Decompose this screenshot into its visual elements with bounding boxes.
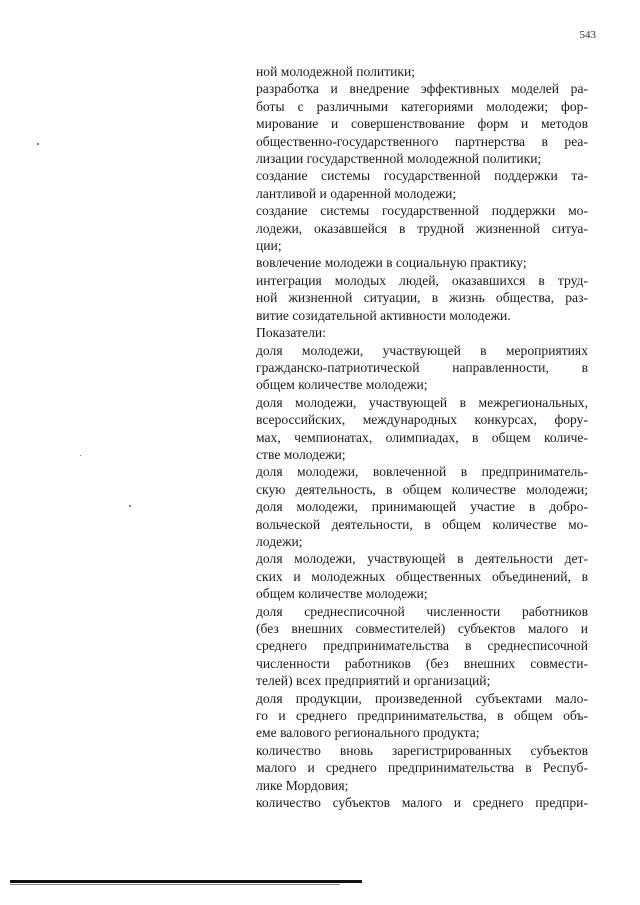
scan-speck (129, 505, 131, 507)
text-line: Показатели: (256, 325, 326, 341)
text-line: разработка и внедрение эффективных моделей ра- (256, 81, 588, 97)
bottom-scan-rule-shadow (10, 884, 340, 885)
text-line: численности работников (без внешних совмести- (256, 655, 588, 671)
text-line: доля молодежи, вовлеченной в предприниматель- (256, 464, 588, 480)
text-line: количество субъектов малого и среднего предпри- (256, 795, 588, 811)
text-line: лизации государственной молодежной политики; (256, 151, 542, 167)
text-line: лодежи; (256, 533, 303, 549)
text-line: всероссийских, международных конкурсах, фору- (256, 412, 588, 428)
text-line: еме валового регионального продукта; (256, 725, 480, 741)
text-line: доля молодежи, участвующей в мероприятиях (256, 342, 588, 358)
text-line: ских и молодежных общественных объединений, в (256, 568, 588, 584)
text-line: ной жизненной ситуации, в жизнь общества, раз- (256, 290, 588, 306)
text-line: доля среднесписочной численности работников (256, 603, 588, 619)
text-line: (без внешних совместителей) субъектов малого и (256, 621, 588, 636)
text-line: общем количестве молодежи; (256, 377, 428, 393)
text-line: мах, чемпионатах, олимпиадах, в общем количе- (256, 429, 588, 445)
text-line: ции; (256, 238, 282, 254)
text-line: го и среднего предпринимательства, в общем объ- (256, 708, 588, 724)
page-number: 543 (579, 29, 596, 41)
text-line: лодежи, оказавшейся в трудной жизненной ситуа- (256, 220, 588, 236)
body-text-column (256, 63, 588, 811)
text-line: лантливой и одаренной молодежи; (256, 185, 457, 201)
text-line: среднего предпринимательства в среднесписочной (256, 638, 588, 654)
scan-speck (37, 143, 39, 145)
scan-speck (80, 455, 81, 456)
text-line: телей) всех предприятий и организаций; (256, 673, 491, 689)
text-line: общем количестве молодежи; (256, 586, 428, 602)
text-line: интеграция молодых людей, оказавшихся в труд- (256, 272, 588, 288)
text-line: создание системы государственной поддержки та- (256, 168, 588, 184)
text-line: количество вновь зарегистрированных субъектов (256, 742, 588, 758)
text-line: малого и среднего предпринимательства в Респуб- (256, 760, 588, 776)
text-line: доля молодежи, участвующей в деятельности дет- (256, 551, 588, 567)
text-line: мирование и совершенствование форм и методов (256, 116, 588, 132)
text-line: лике Мордовия; (256, 777, 349, 793)
text-line: доля молодежи, участвующей в межрегиональных, (256, 394, 588, 410)
text-line: боты с различными категориями молодежи; фор- (256, 98, 588, 114)
bottom-scan-rule (10, 880, 362, 883)
text-line: скую деятельность, в общем количестве молодежи; (256, 481, 588, 497)
text-line: ной молодежной политики; (256, 64, 416, 79)
text-line: общественно-государственного партнерства в реа- (256, 133, 588, 149)
text-line: доля молодежи, принимающей участие в добро- (256, 499, 588, 515)
text-line: стве молодежи; (256, 446, 346, 462)
text-line: гражданско-патриотической направленности, в (256, 359, 588, 375)
text-line: создание системы государственной поддержки мо- (256, 203, 588, 219)
text-line: вовлечение молодежи в социальную практику; (256, 255, 527, 271)
text-line: витие созидательной активности молодежи. (256, 307, 511, 323)
text-line: вольческой деятельности, в общем количестве мо- (256, 516, 588, 532)
text-line: доля продукции, произведенной субъектами мало- (256, 690, 588, 706)
